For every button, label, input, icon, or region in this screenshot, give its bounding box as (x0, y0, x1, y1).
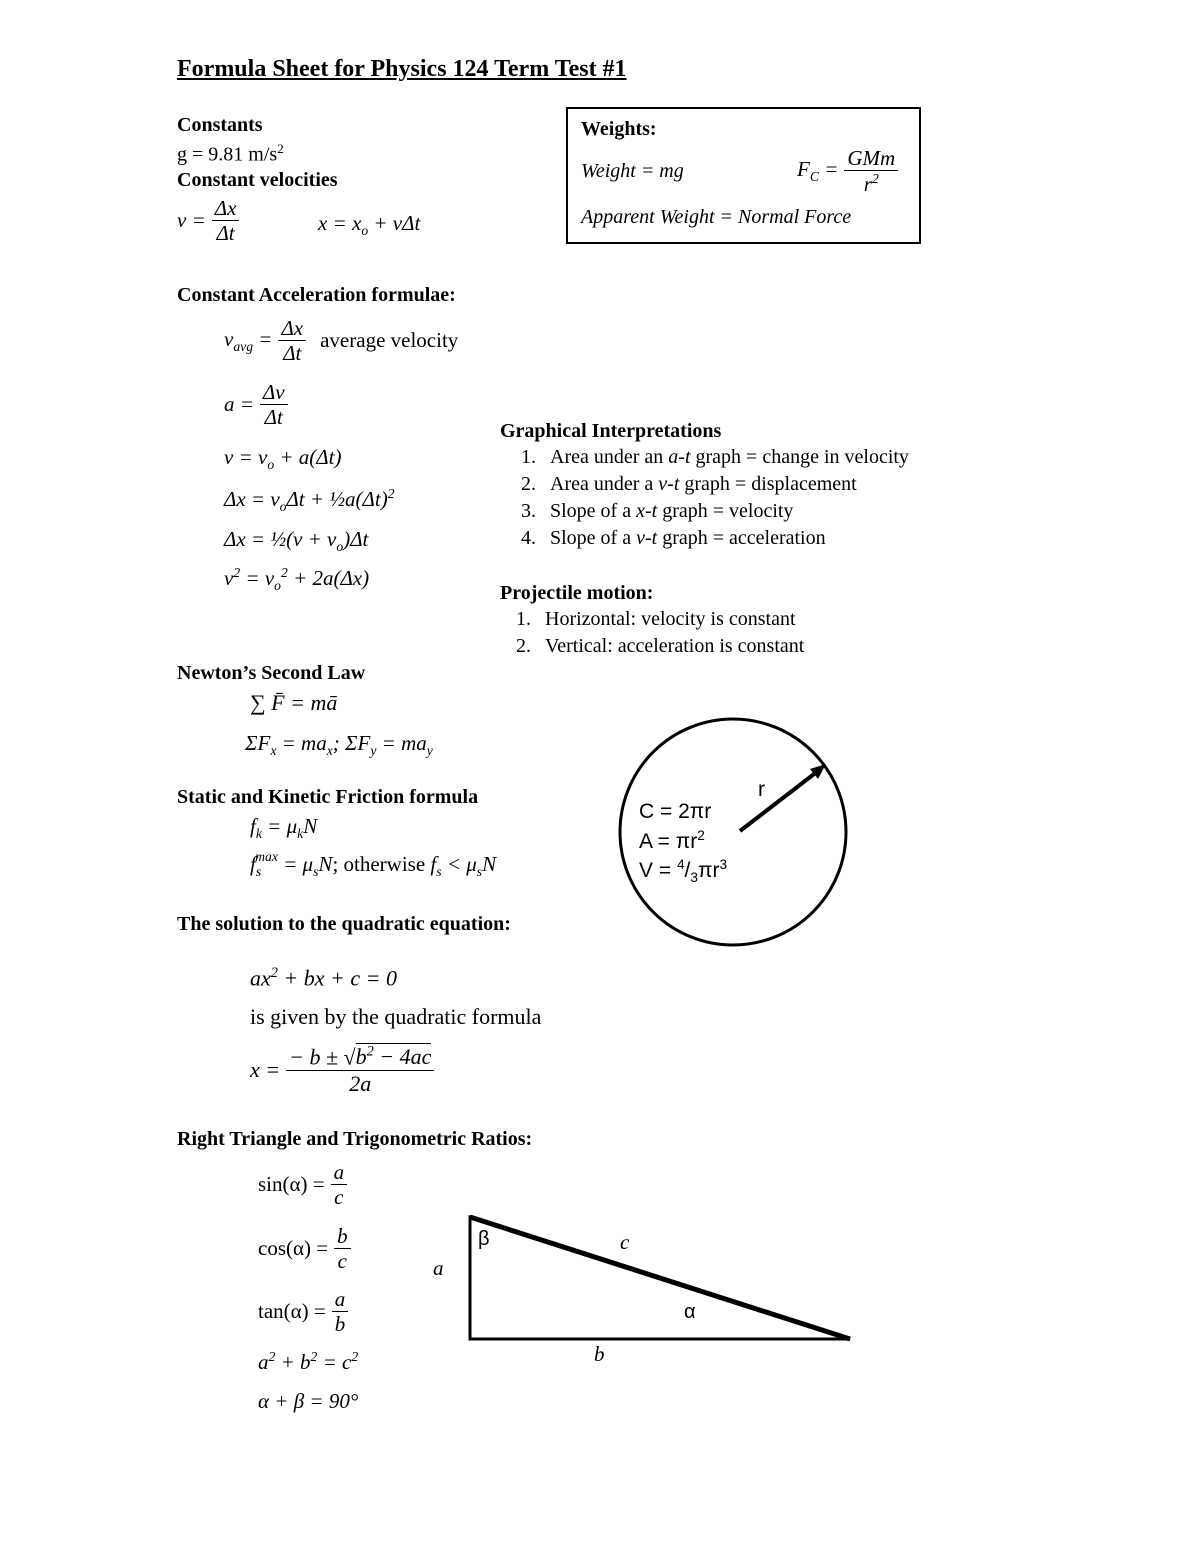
hypotenuse-label: c (620, 1230, 630, 1254)
pythagorean-theorem: $a^2 + b^2 = c^2$ (258, 1349, 359, 1374)
velocity-squared-formula: $v^2 = v_o^2 + 2a(\Delta x)$ (224, 565, 370, 594)
constant-velocities-heading: Constant velocities (177, 169, 338, 191)
quadratic-text: is given by the quadratic formula (250, 1004, 542, 1029)
circumference-formula: C = 2πr (639, 800, 712, 823)
newton-heading: Newton’s Second Law (177, 662, 366, 684)
constants-heading: Constants (177, 114, 263, 136)
hypotenuse-line (470, 1217, 850, 1339)
apparent-weight: Apparent Weight = Normal Force (581, 206, 852, 228)
gravitational-force-formula: $F_C$ = $\frac{\text{GMm}}{r^2}$ (797, 146, 898, 196)
trig-heading: Right Triangle and Trigonometric Ratios: (177, 1128, 533, 1150)
displacement-formula-2: Δx = ½(v + $v_o)\Delta t$ (224, 527, 369, 555)
volume-formula: $V = ^4/_3\pi r^3$ (639, 857, 728, 886)
velocity-time-formula: $v = v_o + a(\Delta t)$ (224, 445, 342, 473)
kinetic-friction-formula: $f_k = \mu_kN$ (250, 814, 318, 842)
newton-component-formula: $\Sigma F_x = ma_x$; $\Sigma F_y = ma_y$ (245, 731, 433, 759)
gravity-constant: g = 9.81 $m/s^2$ (177, 141, 284, 166)
area-formula: $A = \pi r^2$ (639, 828, 705, 853)
projectile-list (505, 608, 804, 662)
cosine-formula: cos(α) = $\frac{b}{c}$ (258, 1224, 351, 1273)
angle-sum: α + β = 90° (258, 1389, 359, 1413)
graphical-heading: Graphical Interpretations (500, 420, 722, 442)
position-formula: $x = x_o + v\Delta t$ (318, 211, 421, 239)
right-triangle-diagram (460, 1205, 860, 1350)
side-a-label: a (433, 1256, 444, 1280)
quadratic-equation: $ax^2$ + bx + c = 0 (250, 965, 397, 991)
static-friction-formula: $f_s^{max} = \mu_sN$; otherwise $f_s < \mu_sN$ (250, 849, 497, 880)
weight-formula: Weight = mg (581, 160, 684, 182)
list-item: 4. Slope of a v-t graph = acceleration (521, 527, 826, 549)
graphical-list (510, 446, 909, 554)
velocity-formula: v = $\frac{\Delta x}{\Delta t}$ (177, 196, 239, 245)
newton-vector-formula: ∑ F̄ = mā (250, 690, 338, 715)
quadratic-heading: The solution to the quadratic equation: (177, 913, 511, 935)
average-velocity-formula: $v_{avg}$ = $\frac{\Delta x}{\Delta t}$ average velocity (224, 316, 459, 366)
displacement-formula-1: $\Delta x = v_o\Delta t$ + $\frac{1}{2}a(\Delta t)^2$ (224, 486, 395, 515)
acceleration-heading: Constant Acceleration formulae: (177, 284, 456, 306)
quadratic-formula: x = $\frac{- b \pm √b^2 - 4ac}{2a}$ (250, 1044, 434, 1096)
list-item: 3. Slope of a x-t graph = velocity (521, 500, 794, 522)
weights-heading: Weights: (581, 118, 657, 140)
acceleration-formula: a = $\frac{\Delta v}{\Delta t}$ (224, 380, 288, 429)
sine-formula: sin(α) = $\frac{a}{c}$ (258, 1160, 347, 1209)
alpha-label: α (684, 1301, 696, 1323)
list-item: 1. Horizontal: velocity is constant (516, 608, 796, 630)
list-item: 2. Area under a v-t graph = displacement (521, 473, 857, 495)
radius-label: r (758, 778, 765, 801)
side-b-label: b (594, 1342, 605, 1366)
list-item: 2. Vertical: acceleration is constant (516, 635, 805, 657)
radius-line (740, 771, 818, 831)
beta-label: β (478, 1228, 490, 1250)
list-item: 1. Area under an a-t graph = change in velocity (521, 446, 909, 468)
page-title: Formula Sheet for Physics 124 Term Test #1 (177, 56, 627, 82)
tangent-formula: tan(α) = $\frac{a}{b}$ (258, 1287, 348, 1336)
projectile-heading: Projectile motion: (500, 582, 654, 604)
friction-heading: Static and Kinetic Friction formula (177, 786, 479, 808)
